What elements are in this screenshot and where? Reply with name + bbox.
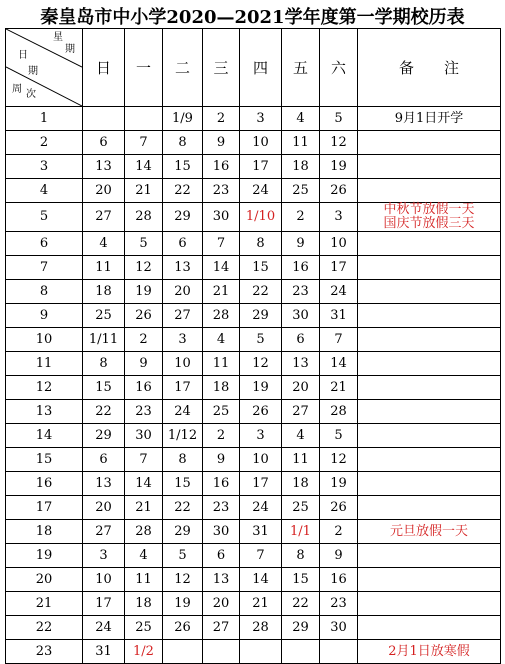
week-row <box>6 280 501 304</box>
day-cell: 13 <box>203 568 240 592</box>
day-cell: 10 <box>83 568 125 592</box>
week-row <box>6 448 501 472</box>
week-number: 16 <box>6 472 83 496</box>
day-cell: 11 <box>282 448 320 472</box>
note-cell <box>358 155 501 179</box>
day-cell: 19 <box>320 155 358 179</box>
day-cell: 5 <box>320 107 358 131</box>
day-cell: 18 <box>125 592 163 616</box>
note-cell <box>358 568 501 592</box>
day-cell: 21 <box>125 496 163 520</box>
day-cell: 1/9 <box>163 107 203 131</box>
day-cell: 17 <box>240 155 282 179</box>
day-cell: 15 <box>83 376 125 400</box>
day-cell: 29 <box>240 304 282 328</box>
day-cell: 23 <box>203 179 240 203</box>
header-monday: 一 <box>125 29 163 107</box>
header-notes: 备 注 <box>358 29 501 107</box>
day-cell: 1/1 <box>282 520 320 544</box>
day-cell: 27 <box>203 616 240 640</box>
day-cell: 8 <box>282 544 320 568</box>
note-line: 元旦放假一天 <box>389 523 468 539</box>
day-cell: 3 <box>83 544 125 568</box>
note-cell <box>358 232 501 256</box>
day-cell: 29 <box>83 424 125 448</box>
day-cell: 28 <box>240 616 282 640</box>
note-cell <box>358 203 501 232</box>
day-cell: 17 <box>163 376 203 400</box>
week-row <box>6 131 501 155</box>
note-cell <box>358 448 501 472</box>
day-cell: 25 <box>83 304 125 328</box>
day-cell: 5 <box>320 424 358 448</box>
day-cell: 20 <box>83 496 125 520</box>
day-cell: 8 <box>83 352 125 376</box>
day-cell: 30 <box>203 203 240 232</box>
day-cell: 23 <box>203 496 240 520</box>
note-cell <box>358 400 501 424</box>
day-cell: 27 <box>282 400 320 424</box>
day-cell: 10 <box>320 232 358 256</box>
day-cell: 16 <box>203 472 240 496</box>
day-cell: 10 <box>240 448 282 472</box>
note-cell <box>358 131 501 155</box>
day-cell: 17 <box>240 472 282 496</box>
header-saturday: 六 <box>320 29 358 107</box>
header-tuesday: 二 <box>163 29 203 107</box>
day-cell: 10 <box>163 352 203 376</box>
day-cell: 11 <box>83 256 125 280</box>
day-cell: 8 <box>163 131 203 155</box>
day-cell: 9 <box>282 232 320 256</box>
note-cell <box>358 544 501 568</box>
day-cell: 18 <box>282 155 320 179</box>
day-cell: 7 <box>125 131 163 155</box>
week-row <box>6 304 501 328</box>
corner-label-xing: 星 <box>53 32 63 43</box>
corner-label-zhou: 周 <box>12 84 22 95</box>
day-cell: 31 <box>83 640 125 664</box>
day-cell: 14 <box>240 568 282 592</box>
day-cell <box>83 107 125 131</box>
day-cell: 22 <box>240 280 282 304</box>
day-cell: 21 <box>320 376 358 400</box>
day-cell: 5 <box>125 232 163 256</box>
day-cell: 2 <box>125 328 163 352</box>
week-row <box>6 376 501 400</box>
day-cell: 29 <box>163 203 203 232</box>
day-cell: 10 <box>240 131 282 155</box>
day-cell: 22 <box>83 400 125 424</box>
day-cell: 4 <box>282 107 320 131</box>
day-cell: 3 <box>163 328 203 352</box>
day-cell: 15 <box>240 256 282 280</box>
day-cell: 1/2 <box>125 640 163 664</box>
day-cell: 27 <box>83 203 125 232</box>
day-cell: 6 <box>163 232 203 256</box>
corner-label-qi-mid: 期 <box>28 66 38 77</box>
day-cell: 24 <box>163 400 203 424</box>
day-cell: 4 <box>203 328 240 352</box>
week-number: 8 <box>6 280 83 304</box>
note-line: 中秋节放假一天 <box>383 202 475 217</box>
day-cell: 8 <box>240 232 282 256</box>
day-cell: 11 <box>203 352 240 376</box>
day-cell: 3 <box>240 424 282 448</box>
week-number: 9 <box>6 304 83 328</box>
week-row <box>6 424 501 448</box>
day-cell: 27 <box>83 520 125 544</box>
day-cell: 9 <box>203 448 240 472</box>
day-cell: 28 <box>125 203 163 232</box>
week-row <box>6 256 501 280</box>
week-number: 12 <box>6 376 83 400</box>
day-cell: 23 <box>282 280 320 304</box>
corner-label-ri: 日 <box>18 50 28 61</box>
note-line: 2月1日放寒假 <box>388 643 470 659</box>
note-cell <box>358 376 501 400</box>
day-cell: 24 <box>320 280 358 304</box>
day-cell: 30 <box>125 424 163 448</box>
day-cell: 6 <box>282 328 320 352</box>
week-number: 18 <box>6 520 83 544</box>
week-row <box>6 328 501 352</box>
day-cell: 29 <box>282 616 320 640</box>
header-thursday: 四 <box>240 29 282 107</box>
day-cell: 13 <box>282 352 320 376</box>
day-cell: 15 <box>163 472 203 496</box>
day-cell: 1/10 <box>240 203 282 232</box>
day-cell: 19 <box>125 280 163 304</box>
day-cell: 26 <box>163 616 203 640</box>
day-cell: 16 <box>282 256 320 280</box>
day-cell: 16 <box>125 376 163 400</box>
day-cell: 2 <box>320 520 358 544</box>
day-cell <box>125 107 163 131</box>
page-title: 秦皇岛市中小学2020—2021学年度第一学期校历表 <box>40 7 465 28</box>
week-number: 1 <box>6 107 83 131</box>
day-cell: 4 <box>83 232 125 256</box>
day-cell: 21 <box>240 592 282 616</box>
week-number: 10 <box>6 328 83 352</box>
day-cell: 24 <box>240 179 282 203</box>
week-row <box>6 520 501 544</box>
calendar-body <box>6 107 501 664</box>
day-cell: 19 <box>163 592 203 616</box>
day-cell: 8 <box>163 448 203 472</box>
week-number: 5 <box>6 203 83 232</box>
day-cell: 16 <box>203 155 240 179</box>
day-cell: 9 <box>125 352 163 376</box>
week-number: 4 <box>6 179 83 203</box>
day-cell: 27 <box>163 304 203 328</box>
day-cell: 25 <box>203 400 240 424</box>
week-number: 15 <box>6 448 83 472</box>
week-number: 17 <box>6 496 83 520</box>
day-cell: 5 <box>163 544 203 568</box>
day-cell: 16 <box>320 568 358 592</box>
day-cell: 25 <box>282 179 320 203</box>
day-cell: 21 <box>203 280 240 304</box>
week-number: 21 <box>6 592 83 616</box>
day-cell: 9 <box>320 544 358 568</box>
week-row <box>6 616 501 640</box>
day-cell: 24 <box>83 616 125 640</box>
day-cell: 14 <box>125 155 163 179</box>
day-cell: 18 <box>83 280 125 304</box>
corner-label-qi-top: 期 <box>65 44 75 55</box>
day-cell: 25 <box>125 616 163 640</box>
week-number: 23 <box>6 640 83 664</box>
day-cell: 28 <box>125 520 163 544</box>
day-cell: 29 <box>163 520 203 544</box>
note-cell <box>358 179 501 203</box>
day-cell: 31 <box>320 304 358 328</box>
day-cell: 7 <box>125 448 163 472</box>
day-cell: 4 <box>125 544 163 568</box>
day-cell: 26 <box>320 496 358 520</box>
header-friday: 五 <box>282 29 320 107</box>
day-cell: 7 <box>203 232 240 256</box>
day-cell: 2 <box>203 424 240 448</box>
note-cell <box>358 424 501 448</box>
week-row <box>6 592 501 616</box>
day-cell: 4 <box>282 424 320 448</box>
day-cell: 2 <box>282 203 320 232</box>
day-cell: 13 <box>83 472 125 496</box>
day-cell: 13 <box>83 155 125 179</box>
header-wednesday: 三 <box>203 29 240 107</box>
day-cell: 30 <box>203 520 240 544</box>
week-number: 6 <box>6 232 83 256</box>
day-cell: 17 <box>320 256 358 280</box>
note-cell <box>358 280 501 304</box>
note-cell <box>358 616 501 640</box>
week-row <box>6 179 501 203</box>
week-number: 14 <box>6 424 83 448</box>
header-sunday: 日 <box>83 29 125 107</box>
note-cell <box>358 304 501 328</box>
week-row <box>6 232 501 256</box>
note-cell <box>358 352 501 376</box>
week-row <box>6 568 501 592</box>
day-cell: 12 <box>320 131 358 155</box>
day-cell: 22 <box>163 496 203 520</box>
corner-header-cell <box>6 29 83 107</box>
day-cell: 14 <box>320 352 358 376</box>
week-number: 3 <box>6 155 83 179</box>
day-cell: 21 <box>125 179 163 203</box>
day-cell: 25 <box>282 496 320 520</box>
day-cell: 24 <box>240 496 282 520</box>
note-cell <box>358 107 501 131</box>
week-row <box>6 107 501 131</box>
day-cell: 3 <box>240 107 282 131</box>
day-cell: 20 <box>163 280 203 304</box>
note-line: 9月1日开学 <box>394 110 464 126</box>
day-cell: 5 <box>240 328 282 352</box>
note-cell <box>358 592 501 616</box>
note-cell <box>358 256 501 280</box>
week-row <box>6 472 501 496</box>
day-cell: 31 <box>240 520 282 544</box>
header-row <box>6 29 501 107</box>
day-cell: 14 <box>125 472 163 496</box>
day-cell: 2 <box>203 107 240 131</box>
note-cell <box>358 496 501 520</box>
day-cell: 28 <box>203 304 240 328</box>
day-cell: 1/11 <box>83 328 125 352</box>
day-cell: 12 <box>320 448 358 472</box>
day-cell: 18 <box>203 376 240 400</box>
corner-label-ci: 次 <box>26 89 36 100</box>
day-cell: 26 <box>125 304 163 328</box>
day-cell: 20 <box>203 592 240 616</box>
note-cell <box>358 328 501 352</box>
week-row <box>6 400 501 424</box>
note-cell <box>358 472 501 496</box>
day-cell: 12 <box>125 256 163 280</box>
week-number: 2 <box>6 131 83 155</box>
day-cell: 13 <box>163 256 203 280</box>
day-cell: 26 <box>320 179 358 203</box>
day-cell: 30 <box>282 304 320 328</box>
week-row <box>6 544 501 568</box>
day-cell: 19 <box>320 472 358 496</box>
day-cell: 11 <box>125 568 163 592</box>
day-cell: 30 <box>320 616 358 640</box>
day-cell: 12 <box>240 352 282 376</box>
note-cell <box>358 520 501 544</box>
day-cell: 6 <box>83 448 125 472</box>
week-number: 22 <box>6 616 83 640</box>
week-number: 13 <box>6 400 83 424</box>
day-cell: 20 <box>83 179 125 203</box>
day-cell: 12 <box>163 568 203 592</box>
day-cell: 19 <box>240 376 282 400</box>
day-cell: 22 <box>163 179 203 203</box>
day-cell: 7 <box>240 544 282 568</box>
day-cell: 14 <box>203 256 240 280</box>
day-cell: 7 <box>320 328 358 352</box>
week-number: 7 <box>6 256 83 280</box>
day-cell: 22 <box>282 592 320 616</box>
day-cell: 15 <box>282 568 320 592</box>
day-cell: 6 <box>203 544 240 568</box>
day-cell: 3 <box>320 203 358 232</box>
week-row <box>6 155 501 179</box>
week-row <box>6 352 501 376</box>
day-cell: 23 <box>125 400 163 424</box>
week-number: 20 <box>6 568 83 592</box>
day-cell: 26 <box>240 400 282 424</box>
school-calendar-table <box>5 28 501 664</box>
day-cell: 17 <box>83 592 125 616</box>
note-line: 国庆节放假三天 <box>383 216 475 231</box>
day-cell: 23 <box>320 592 358 616</box>
day-cell: 28 <box>320 400 358 424</box>
day-cell: 6 <box>83 131 125 155</box>
week-row <box>6 203 501 232</box>
day-cell: 20 <box>282 376 320 400</box>
day-cell: 11 <box>282 131 320 155</box>
day-cell: 9 <box>203 131 240 155</box>
week-number: 11 <box>6 352 83 376</box>
day-cell: 15 <box>163 155 203 179</box>
day-cell: 18 <box>282 472 320 496</box>
day-cell: 1/12 <box>163 424 203 448</box>
week-row <box>6 496 501 520</box>
week-number: 19 <box>6 544 83 568</box>
